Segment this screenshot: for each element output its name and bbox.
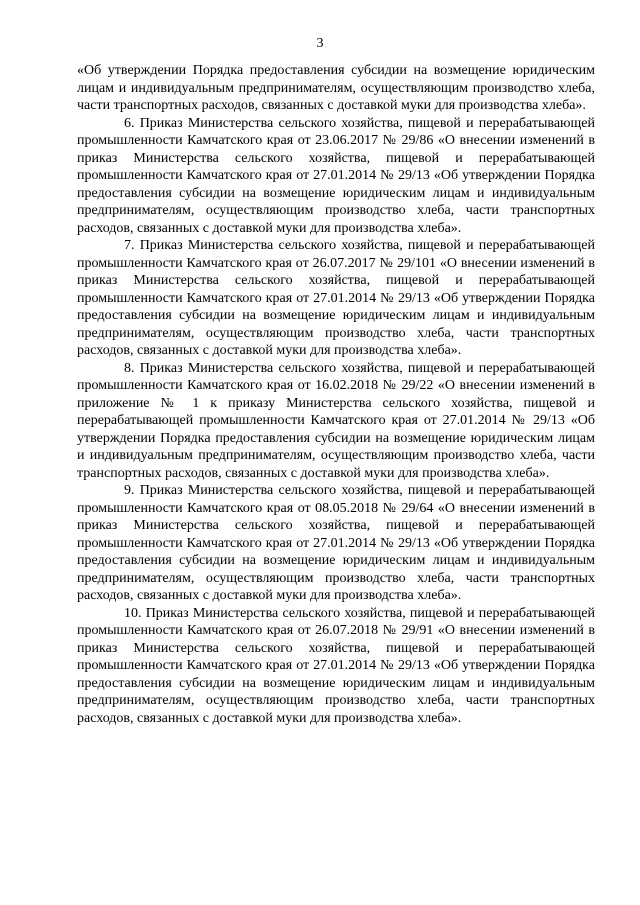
document-body [77, 62, 595, 727]
paragraph-item-7: 7. Приказ Министерства сельского хозяйства, пищевой и перерабатывающей промышленности Камчатского края от 26.07.2017 № 29/101 «О внесении изменений в приказ Министерства сельского хозяйства, пищевой и перерабатывающей промышленности Камчатского края от 27.01.2014 № 29/13 «Об утверждении Порядка предоставления субсидии на возмещение юридическим лицам и индивидуальным предпринимателям, осуществляющим производство хлеба, части транспортных расходов, связанных с доставкой муки для производства хлеба». [77, 238, 595, 358]
paragraph-item-10: 10. Приказ Министерства сельского хозяйства, пищевой и перерабатывающей промышленности Камчатского края от 26.07.2018 № 29/91 «О внесении изменений в приказ Министерства сельского хозяйства, пищевой и перерабатывающей промышленности Камчатского края от 27.01.2014 № 29/13 «Об утверждении Порядка предоставления субсидии на возмещение юридическим лицам и индивидуальным предпринимателям, осуществляющим производство хлеба, части транспортных расходов, связанных с доставкой муки для производства хлеба». [77, 605, 595, 726]
paragraph-item-9: 9. Приказ Министерства сельского хозяйства, пищевой и перерабатывающей промышленности Камчатского края от 08.05.2018 № 29/64 «О внесении изменений в приказ Министерства сельского хозяйства, пищевой и перерабатывающей промышленности Камчатского края от 27.01.2014 № 29/13 «Об утверждении Порядка предоставления субсидии на возмещение юридическим лицам и индивидуальным предпринимателям, осуществляющим производство хлеба, части транспортных расходов, связанных с доставкой муки для производства хлеба». [77, 483, 595, 603]
paragraph-item-6: 6. Приказ Министерства сельского хозяйства, пищевой и перерабатывающей промышленности Камчатского края от 23.06.2017 № 29/86 «О внесении изменений в приказ Министерства сельского хозяйства, пищевой и перерабатывающей промышленности Камчатского края от 27.01.2014 № 29/13 «Об утверждении Порядка предоставления субсидии на возмещение юридическим лицам и индивидуальным предпринимателям, осуществляющим производство хлеба, части транспортных расходов, связанных с доставкой муки для производства хлеба». [77, 115, 595, 236]
page-number: 3 [316, 36, 324, 51]
paragraph-item-8: 8. Приказ Министерства сельского хозяйства, пищевой и перерабатывающей промышленности Камчатского края от 16.02.2018 № 29/22 «О внесении изменений в приложение № 1 к приказу Министерства сельского хозяйства, пищевой и перерабатывающей промышленности Камчатского края от 27.01.2014 № 29/13 «Об утверждении Порядка предоставления субсидии на возмещение юридическим лицам и индивидуальным предпринимателям, осуществляющим производство хлеба, части транспортных расходов, связанных с доставкой муки для производства хлеба». [77, 360, 595, 481]
paragraph-continuation: «Об утверждении Порядка предоставления субсидии на возмещение юридическим лицам и индивидуальным предпринимателям, осуществляющим производство хлеба, части транспортных расходов, связанных с доставкой муки для производства хлеба». [77, 63, 595, 113]
